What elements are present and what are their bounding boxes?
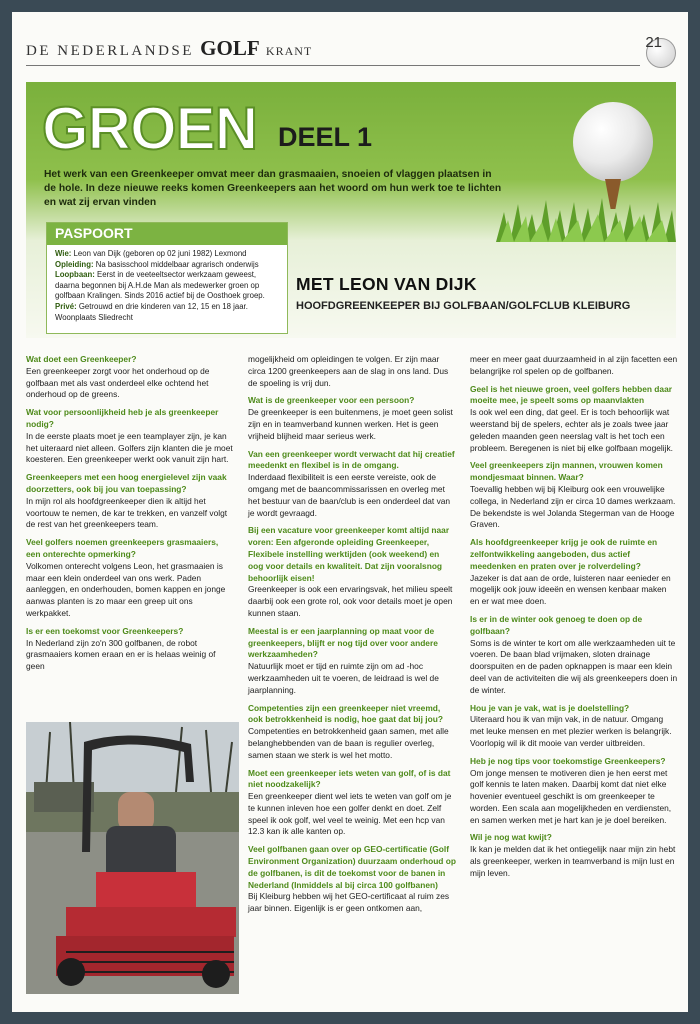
question: Moet een greenkeeper iets weten van golf, of is dat niet noodzakelijk? <box>248 767 451 790</box>
question: Veel golfers noemen greenkeepers grasmaaiers, een onterechte opmerking? <box>26 537 219 559</box>
answer: Toevallig hebben wij bij Kleiburg ook een vrouwelijke collega, in Nederland zijn er circa 10 dames werkzaam. De bekendste is wel Jolanda Stegerman van de Hooge Graven. <box>470 483 676 530</box>
answer: In Nederland zijn zo'n 300 golfbanen, de robot grasmaaiers komen eraan en er is helaas weinig of geen <box>26 637 216 672</box>
question: Hou je van je vak, wat is je doelstelling? <box>470 702 630 713</box>
masthead-brand <box>26 36 312 61</box>
answer: Uiteraard hou ik van mijn vak, in de natuur. Omgang met leuke mensen en met plezier werken is belangrijk. Voorlopig wil ik dit mooie van verder uitbreiden. <box>470 714 672 748</box>
passport-row: Privé: Getrouwd en drie kinderen van 12, 15 en 18 jaar. Woonplaats Sliedrecht <box>55 301 248 322</box>
interviewee-name: MET LEON VAN DIJK <box>296 274 477 294</box>
answer: Volkomen onterecht volgens Leon, het grasmaaien is maar een klein onderdeel van ons werk. Paden aanleggen, en onderhouden, bomen kappen en jonge aanwas planten is zo maar een greep uit ons werkpakket. <box>26 560 226 618</box>
answer: Competenties en betrokkenheid gaan samen, met alle belanghebbenden van de baan is regulier overleg, samen staan we sterk is wel het motto. <box>248 726 449 760</box>
question: Geel is het nieuwe groen, veel golfers hebben daar moeite mee, je speelt soms op maanvlakten <box>470 383 672 406</box>
passport-row: Wie: Leon van Dijk (geboren op 02 juni 1982) Lexmond <box>55 249 247 258</box>
answer: Een greenkeeper dient wel iets te weten van golf om je te kunnen inleven hoe een golfer denkt en doet. Zelf speel ik ook golf, wel veel te weinig. Met een hcp van 12.3 kan ik alle kanten op. <box>248 791 452 837</box>
masthead-prefix: DE NEDERLANDSE <box>26 43 194 59</box>
grass-image <box>496 194 676 242</box>
page-number: 21 <box>645 34 662 51</box>
interviewee-role: HOOFDGREENKEEPER BIJ GOLFBAAN/GOLFCLUB KLEIBURG <box>296 300 631 312</box>
hero-subtitle: DEEL 1 <box>278 122 373 152</box>
passport-rows <box>47 245 287 323</box>
answer: De greenkeeper is een buitenmens, je moet geen solist zijn en in teamverband kunnen werken. Het is geen vrijheid blijheid maar serieus werk. <box>248 407 453 441</box>
question: Veel golfbanen gaan over op GEO-certificatie (Golf Environment Organization) duurzaam onderhoud op de golfbanen, is dit de toekomst voor de banen in Nederland (Inmiddels al bij circa 100 golfbanen) <box>248 844 456 890</box>
answer: Inderdaad flexibiliteit is een eerste vereiste, ook de omgang met de baancommissarissen en overleg met het bestuur van de baan/club is een onderdeel dat van je wordt gevraagd. <box>248 472 451 518</box>
question: Wat doet een Greenkeeper? <box>26 354 137 364</box>
passport-box <box>46 222 288 334</box>
question: Van een greenkeeper wordt verwacht dat hij creatief meedenkt en flexibel is in de omgang. <box>248 448 455 471</box>
hero-intro: Het werk van een Greenkeeper omvat meer dan grasmaaien, snoeien of vlaggen plaatsen in de hole. In deze nieuwe reeks komen Greenkeepers aan het woord om hun werk toe te lichten en wat zij ervan vinden <box>44 169 502 208</box>
question: Competenties zijn een greenkeeper niet vreemd, ook betrokkenheid is nodig, hoe gaat dat bij jou? <box>248 702 443 725</box>
question: Wat voor persoonlijkheid heb je als greenkeeper nodig? <box>26 407 219 429</box>
answer: Jazeker is dat aan de orde, luisteren naar eenieder en mogelijk ook jouw ideeën en wensen kenbaar maken en er wat mee doen. <box>470 572 671 607</box>
answer: Soms is de winter te kort om alle werkzaamheden uit te voeren. De baan blad vrijmaken, sloten drainage doorspuiten en de paden opknappen is maar een klein deel van de activiteiten die wij als greenkeepers doen in de winter. <box>470 637 678 695</box>
answer: Greenkeeper is ook een ervaringsvak, het milieu speelt daarbij ook een grote rol, ook voor details moet je open kunnen staan. <box>248 584 453 618</box>
answer: mogelijkheid om opleidingen te volgen. Er zijn maar circa 1200 greenkeepers aan de slag in ons land. Dus de spoeling is vrij dun. <box>248 354 449 388</box>
golf-ball-image <box>573 102 653 182</box>
question: Meestal is er een jaarplanning op maat voor de greenkeepers, blijft er nog tijd over voor andere werkzaamheden? <box>248 625 438 660</box>
answer: meer en meer gaat duurzaamheid in al zijn facetten een belangrijke rol spelen op de golfbanen. <box>470 354 678 376</box>
answer: Ik kan je melden dat ik het ontiegelijk naar mijn zin hebt als greenkeeper, werken in teamverband is mijn lust en mijn leven. <box>470 844 676 878</box>
article-column-3 <box>470 354 678 880</box>
masthead-suffix: KRANT <box>265 44 313 58</box>
question: Als hoofdgreenkeeper krijg je ook de ruimte en zelfontwikkeling aangeboden, dus actief meedenken en praten over je rolverdeling? <box>470 537 658 571</box>
passport-title: PASPOORT <box>47 223 287 245</box>
article-column-2 <box>248 354 456 915</box>
mower-illustration <box>26 722 239 994</box>
question: Greenkeepers met een hoog energielevel zijn vaak doorzetters, ook bij jou van toepassing? <box>26 472 227 494</box>
answer: Een greenkeeper zorgt voor het onderhoud op de golfbaan met als vast onderdeel elke ochtend het onderhoud op de greens. <box>26 365 210 400</box>
greenkeeper-photo <box>26 722 239 994</box>
hero-banner <box>26 82 676 338</box>
passport-row: Loopbaan: Eerst in de veeteeltsector werkzaam geweest, daarna begonnen bij A.H.de Man als medewerker groen op golfbaan Kralingen. Sinds 2016 actief bij de Oosthoek groep. <box>55 270 265 301</box>
question: Is er in de winter ook genoeg te doen op de golfbaan? <box>470 613 643 636</box>
masthead <box>26 32 676 66</box>
passport-row: Opleiding: Na basisschool middelbaar agrarisch onderwijs <box>55 259 259 269</box>
magazine-page <box>12 12 688 1012</box>
interviewee <box>296 274 630 312</box>
answer: Bij Kleiburg hebben wij het GEO-certificaat al ruim zes jaar binnen. Eigenlijk is er geen ontkomen aan, <box>248 891 450 914</box>
answer: In de eerste plaats moet je een teamplayer zijn, je kan het uiteraard niet alleen. Golfers zijn klanten die je moet koesteren. Een greenkeeper werkt ook vanuit zijn hart. <box>26 430 233 465</box>
answer: Om jonge mensen te motiveren dien je hen eerst met golf kennis te laten maken. Daarbij komt dat niet elke hovenier eventueel geschikt is om greenkeeper te worden. Een scala aan mogelijkheden en verdiensten, en samen werken met je hart kan je je doel bereiken. <box>470 767 672 825</box>
hero-title: GROEN <box>42 95 258 162</box>
masthead-golf: GOLF <box>200 36 260 60</box>
answer: Is ook wel een ding, dat geel. Er is toch behoorlijk wat weerstand bij de spelers, echter als je zoals twee jaar geleden maanden geen neerslag valt is het toch een probleem. Beregenen is niet bij elke golfbaan mogelijk. <box>470 407 673 453</box>
question: Bij een vacature voor greenkeeper komt altijd naar voren: Een afgeronde opleiding Greenkeeper, Flexibele instelling werktijden (ook weekend) en oog voor details en kwaliteit. Dat zijn vooralsnog behoorlijk eisen! <box>248 525 450 583</box>
question: Is er een toekomst voor Greenkeepers? <box>26 625 184 636</box>
article-column-1 <box>26 354 234 673</box>
question: Wat is de greenkeeper voor een persoon? <box>248 395 415 406</box>
question: Veel greenkeepers zijn mannen, vrouwen komen mondjesmaat binnen. Waar? <box>470 460 663 483</box>
masthead-rule <box>26 65 640 66</box>
question: Wil je nog wat kwijt? <box>470 832 552 843</box>
answer: Natuurlijk moet er tijd en ruimte zijn om ad -hoc werkzaamheden uit te voeren, de leidraad is wel de jaarplanning. <box>248 661 439 695</box>
question: Heb je nog tips voor toekomstige Greenkeepers? <box>470 755 666 766</box>
answer: In mijn rol als hoofdgreenkeeper dien ik altijd het voortouw te nemen, de kar te trekken, en vanzelf volgt de rest van het greenkeepers team. <box>26 495 228 530</box>
